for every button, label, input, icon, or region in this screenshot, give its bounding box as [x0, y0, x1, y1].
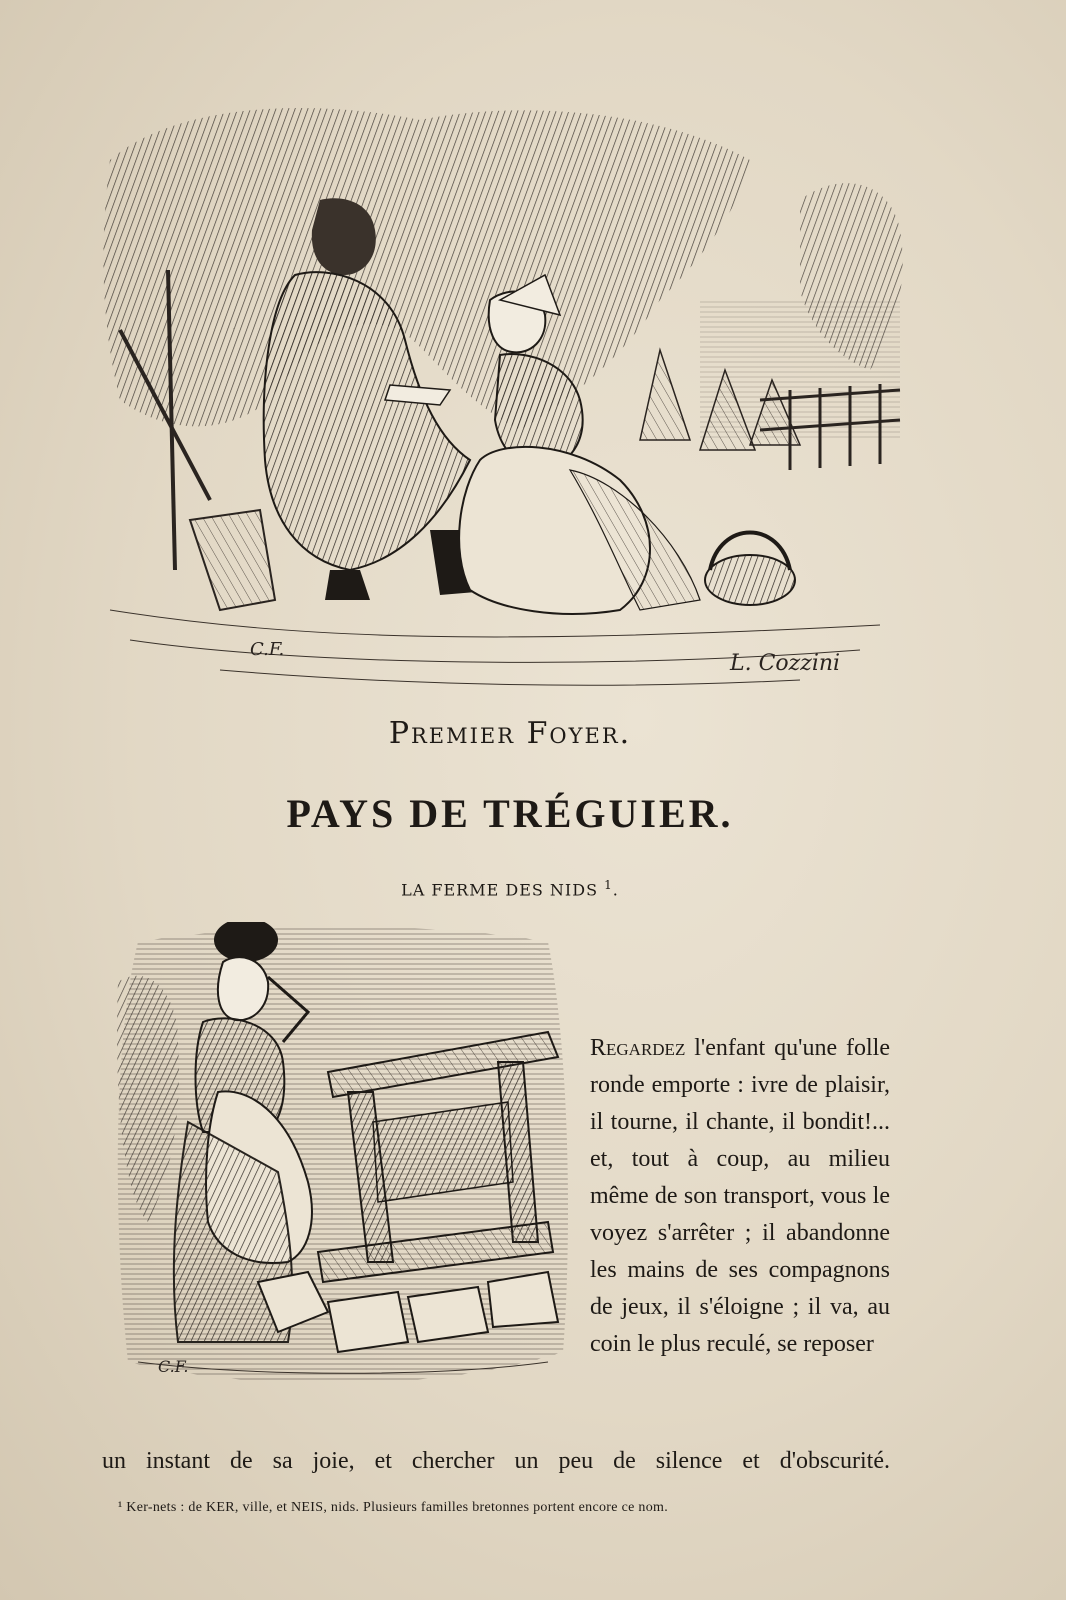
region-title: PAYS DE TRÉGUIER.: [286, 791, 734, 836]
footnote: ¹ Ker-nets : de KER, ville, et NEIS, nids. Plusieurs familles bretonnes portent encore ce nom.: [118, 1500, 668, 1515]
paragraph-last-line: un instant de sa joie, et chercher un peu de silence et d'obscurité.: [102, 1448, 890, 1474]
section-title-text: LA FERME DES NIDS: [401, 880, 599, 900]
footnote-mark: 1: [604, 878, 613, 892]
paragraph-text: l'enfant qu'une folle ronde emporte : ivre de plaisir, il tourne, il chante, il bondit!... et, tout à coup, au milieu même de son transport, vous le voyez s'arrêter ; il abandonne les mains de ses compagnons de jeux, il s'éloigne ; il va, au coin le plus reculé, se reposer: [590, 1035, 890, 1357]
top-monogram: C.F.: [250, 639, 285, 660]
top-engraving: [100, 100, 920, 700]
bottom-monogram: C.F.: [158, 1357, 189, 1376]
engraving-priest-and-girl: [100, 100, 920, 700]
engraving-girl-at-well: [108, 922, 578, 1410]
chapter-heading: Premier Foyer.: [388, 716, 632, 751]
section-title: LA FERME DES NIDS $^1$.: [401, 878, 619, 900]
body-paragraph: [590, 1030, 890, 1363]
drop-word: Regardez: [590, 1035, 686, 1061]
bottom-engraving: [108, 922, 578, 1410]
top-signature: L. Cozzini: [730, 651, 841, 676]
